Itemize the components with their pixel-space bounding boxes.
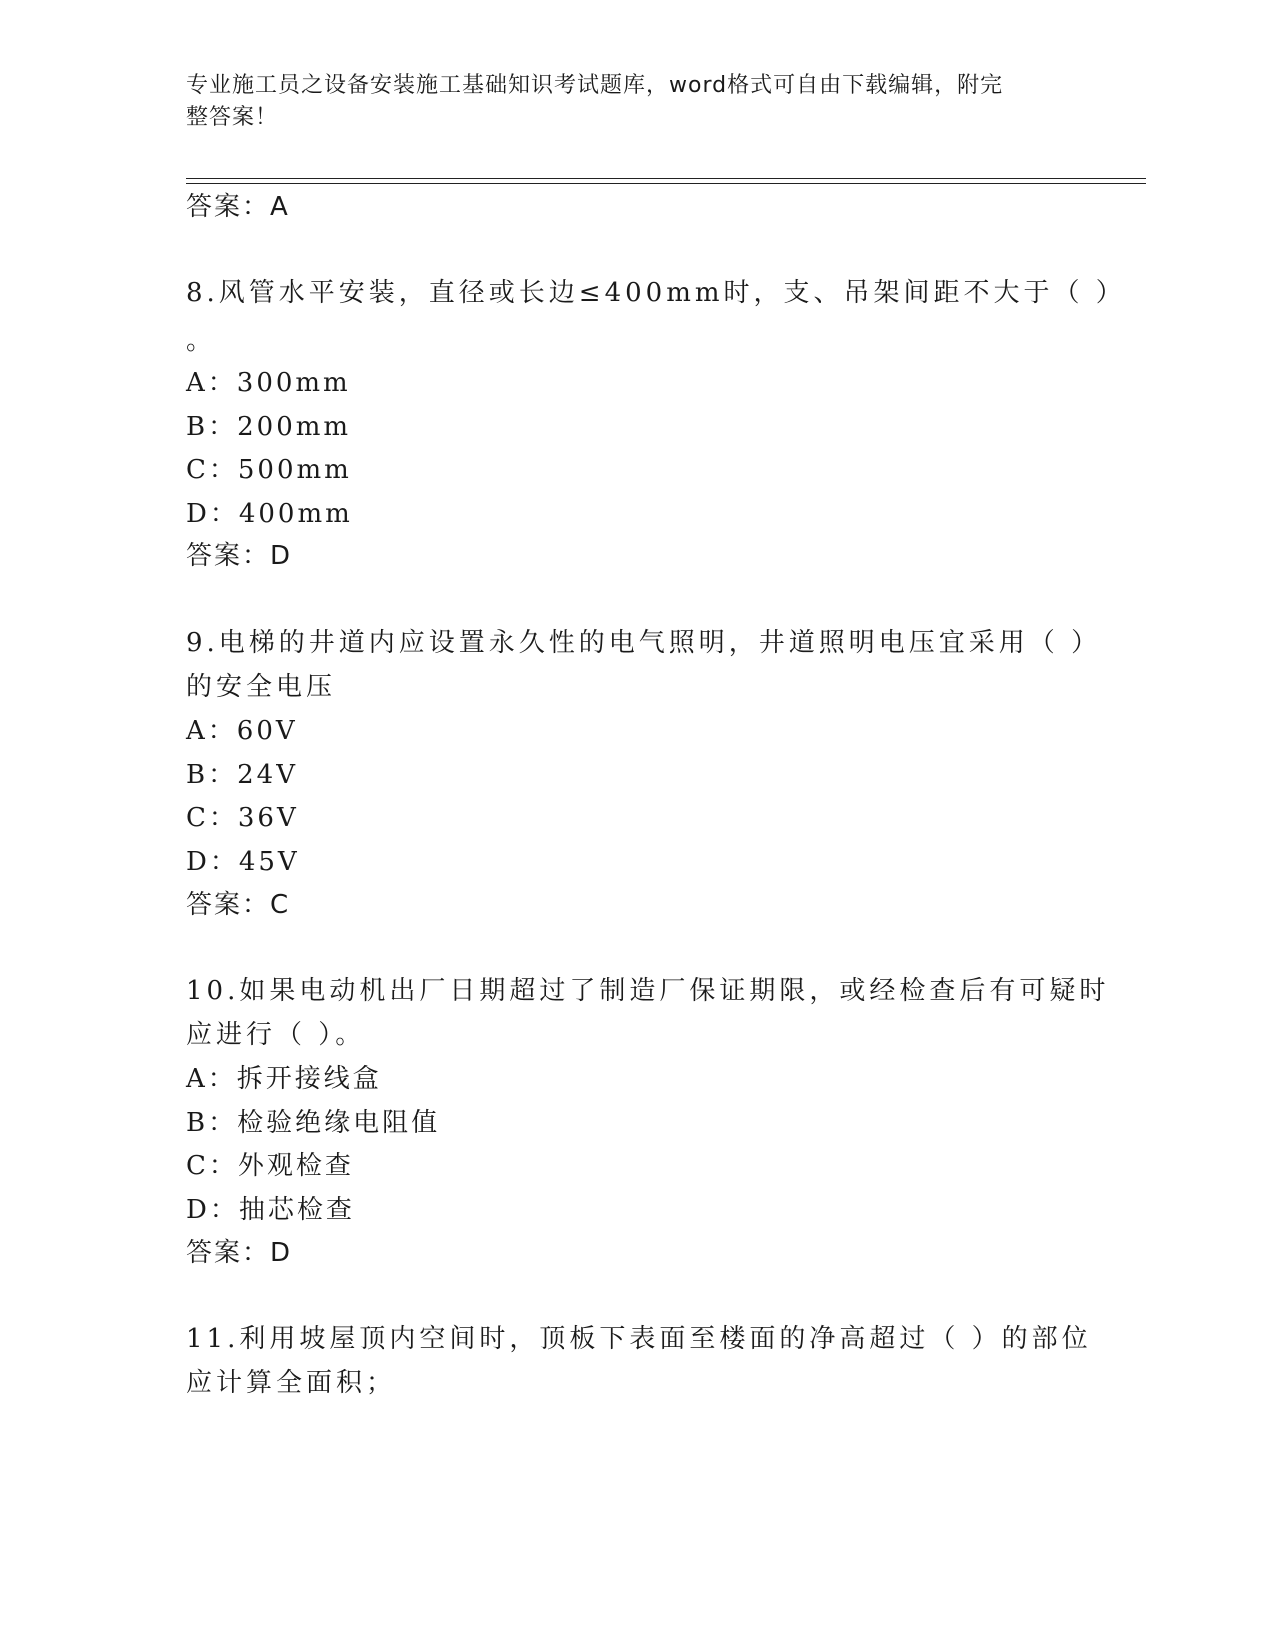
answer-q8: 答案：D	[186, 541, 293, 571]
answer-q10: 答案：D	[186, 1238, 293, 1268]
header-divider-top	[186, 178, 1146, 179]
question-8-line-1: 8.风管水平安装，直径或长边≤400mm时，支、吊架间距不大于（ ）	[186, 278, 1126, 308]
question-9-option-c: C：36V	[186, 803, 299, 833]
question-9-option-a: A：60V	[186, 716, 298, 746]
header-line-1: 专业施工员之设备安装施工基础知识考试题库，word格式可自由下载编辑，附完	[186, 73, 1004, 98]
question-8-line-2: 。	[186, 326, 217, 356]
question-10-line-2: 应进行（ ）。	[186, 1020, 366, 1050]
question-8-option-a: A：300mm	[186, 368, 351, 398]
question-11-line-1: 11.利用坡屋顶内空间时，顶板下表面至楼面的净高超过（ ）的部位	[186, 1324, 1092, 1354]
question-9-line-1: 9.电梯的井道内应设置永久性的电气照明，井道照明电压宜采用（ ）	[186, 628, 1102, 658]
document-header	[186, 70, 1066, 134]
question-10-option-a: A：拆开接线盒	[186, 1064, 382, 1094]
question-8-option-c: C：500mm	[186, 455, 352, 485]
answer-q7: 答案：A	[186, 192, 290, 222]
answer-q9: 答案：C	[186, 890, 291, 920]
question-8-option-b: B：200mm	[186, 412, 352, 442]
question-9-option-d: D：45V	[186, 847, 300, 877]
question-11-line-2: 应计算全面积；	[186, 1368, 397, 1398]
header-divider-bottom	[186, 183, 1146, 184]
question-10-line-1: 10.如果电动机出厂日期超过了制造厂保证期限，或经检查后有可疑时	[186, 976, 1110, 1006]
question-9-line-2: 的安全电压	[186, 672, 337, 702]
question-9-option-b: B：24V	[186, 760, 298, 790]
question-10-option-d: D：抽芯检查	[186, 1195, 355, 1225]
question-10-option-b: B：检验绝缘电阻值	[186, 1108, 441, 1138]
question-10-option-c: C：外观检查	[186, 1151, 354, 1181]
question-8-option-d: D：400mm	[186, 499, 353, 529]
header-line-2: 整答案！	[186, 105, 279, 130]
